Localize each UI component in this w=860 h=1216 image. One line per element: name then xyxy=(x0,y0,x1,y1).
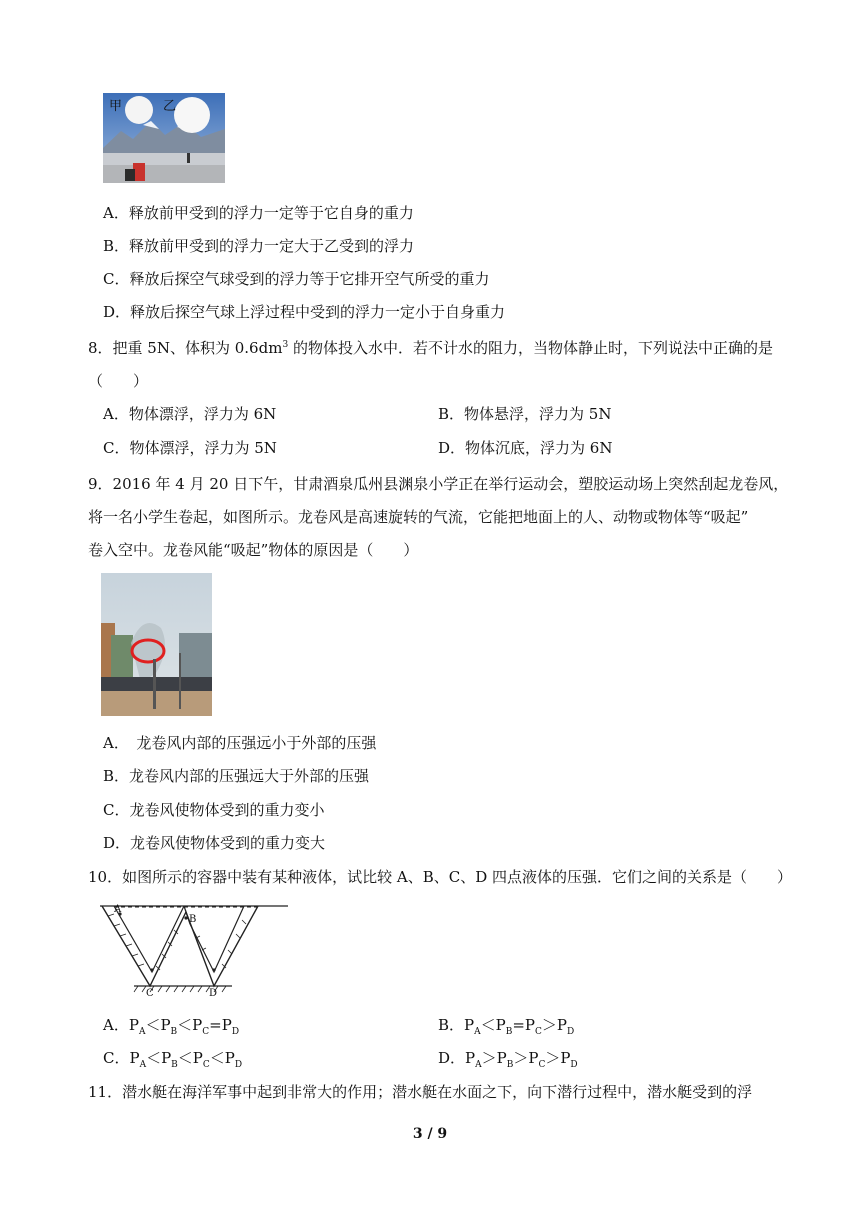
q11-stem-line1: 11．潜水艇在海洋军事中起到非常大的作用；潜水艇在水面之下，向下潜行过程中，潜水艇受到的浮 xyxy=(88,1083,753,1101)
q8-option-c: C．物体漂浮，浮力为 5N xyxy=(103,439,277,457)
q10-option-c: C．$P_A<P_B<P_C<P_D$ xyxy=(103,1049,243,1070)
q8-option-a: A．物体漂浮，浮力为 6N xyxy=(103,405,277,423)
q8-stem: 8．把重 5N、体积为 $0.6dm^3$ 的物体投入水中．若不计水的阻力，当物体静止时，下列说法中正确的是 xyxy=(88,339,773,357)
q7-option-a: A．释放前甲受到的浮力一定等于它自身的重力 xyxy=(103,204,414,222)
diagram-label-b: B xyxy=(189,914,197,925)
q10-stem: 10．如图所示的容器中装有某种液体，试比较 A、B、C、D 四点液体的压强．它们之间的关系是（ ） xyxy=(88,868,792,886)
q9-option-d: D．龙卷风使物体受到的重力变大 xyxy=(103,834,326,852)
q9-option-a: A． 龙卷风内部的压强远小于外部的压强 xyxy=(103,734,377,752)
q9-option-c: C．龙卷风使物体受到的重力变小 xyxy=(103,801,325,819)
q9-stem-line3: 卷入空中。龙卷风能“吸起”物体的原因是（ ） xyxy=(88,541,419,559)
figure-label-yi: 乙 xyxy=(163,99,177,114)
q8-option-b: B．物体悬浮，浮力为 5N xyxy=(438,405,612,423)
balloon-photo xyxy=(103,93,225,183)
q9-option-b: B．龙卷风内部的压强远大于外部的压强 xyxy=(103,767,370,785)
q10-option-d: D．$P_A>P_B>P_C>P_D$ xyxy=(438,1049,578,1070)
q10-option-a: A．$P_A<P_B<P_C=P_D$ xyxy=(103,1016,240,1037)
diagram-label-a: A xyxy=(114,904,122,915)
q10-option-b: B．$P_A<P_B=P_C>P_D$ xyxy=(438,1016,575,1037)
container-diagram xyxy=(100,898,290,1000)
q8-answer-blank: （ ） xyxy=(88,372,149,390)
tornado-photo xyxy=(101,573,212,716)
figure-label-jia: 甲 xyxy=(109,99,123,114)
q7-option-b: B．释放前甲受到的浮力一定大于乙受到的浮力 xyxy=(103,237,415,255)
diagram-label-c: C xyxy=(146,988,154,999)
q9-stem-line1: 9．2016 年 4 月 20 日下午，甘肃酒泉瓜州县渊泉小学正在举行运动会，塑胶运动场上突然刮起龙卷风， xyxy=(88,475,789,493)
q9-stem-line2: 将一名小学生卷起，如图所示。龙卷风是高速旋转的气流，它能把地面上的人、动物或物体等“吸起” xyxy=(88,508,749,526)
page-number: 3 / 9 xyxy=(412,1126,448,1142)
q7-option-c: C．释放后探空气球受到的浮力等于它排开空气所受的重力 xyxy=(103,270,490,288)
q8-option-d: D．物体沉底，浮力为 6N xyxy=(438,439,613,457)
diagram-label-d: D xyxy=(209,988,218,999)
q7-option-d: D．释放后探空气球上浮过程中受到的浮力一定小于自身重力 xyxy=(103,303,506,321)
